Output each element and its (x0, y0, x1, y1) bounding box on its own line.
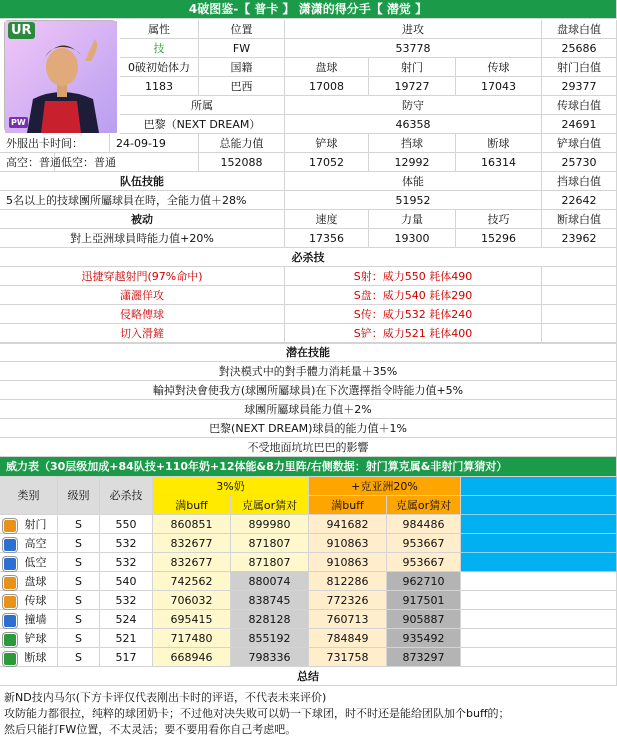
stat-cell: 外服出卡时间： (0, 134, 110, 153)
cell-text: 低空 (24, 555, 47, 569)
stat-cell: 属性 (120, 20, 199, 39)
stat-cell: 队伍技能 (0, 172, 285, 191)
summary-line: 攻防能力都很拉，纯粹的球团奶卡；不过他对决失败可以奶一下球团，时不时还是能给团队加个buff的； (4, 707, 510, 720)
special-skill-name: 瀟灑佯攻 (0, 286, 285, 305)
power-row-type (0, 553, 58, 572)
accent-cell (461, 515, 617, 534)
power-row-type (0, 572, 58, 591)
power-row-level: S (58, 591, 100, 610)
power-row-type (0, 515, 58, 534)
stat-cell: 19727 (369, 77, 456, 96)
power-row-skill: 550 (100, 515, 153, 534)
stat-cell: 1183 (120, 77, 199, 96)
accent-cell (461, 496, 617, 515)
pass-icon (3, 595, 17, 609)
stat-cell: 25686 (542, 39, 617, 58)
cell-text: 射门 (24, 517, 47, 531)
cell-text: 撞墙 (24, 612, 47, 626)
stat-cell: 进攻 (285, 20, 542, 39)
power-row-skill: 532 (100, 553, 153, 572)
cell-text: 盘球 (24, 574, 47, 588)
stat-cell: FW (199, 39, 285, 58)
stat-cell: 46358 (285, 115, 542, 134)
special-skill-name: 侵略傳球 (0, 305, 285, 324)
power-row-level: S (58, 515, 100, 534)
stat-cell: 射门白值 (542, 58, 617, 77)
table-cell (542, 305, 617, 324)
power-value: 798336 (231, 648, 309, 667)
power-row-level: S (58, 572, 100, 591)
column-header-full-buff: 满buff (309, 496, 387, 515)
shoot-icon (3, 519, 17, 533)
stat-cell: 17008 (285, 77, 369, 96)
power-row-skill: 532 (100, 591, 153, 610)
stat-cell: 15296 (456, 229, 542, 248)
stat-cell: 力量 (369, 210, 456, 229)
table-cell (461, 629, 617, 648)
column-group-asia: +克亚洲20% (309, 477, 461, 496)
stat-cell: 铲球 (285, 134, 369, 153)
power-value: 873297 (387, 648, 461, 667)
power-row-skill: 540 (100, 572, 153, 591)
power-value: 828128 (231, 610, 309, 629)
stat-cell: 53778 (285, 39, 542, 58)
power-value: 941682 (309, 515, 387, 534)
summary-title: 总结 (0, 667, 617, 686)
power-value: 871807 (231, 534, 309, 553)
stat-cell: 铲球白值 (542, 134, 617, 153)
stat-cell: 盘球 (285, 58, 369, 77)
cell-text: 断球 (24, 650, 47, 664)
column-header-counter: 克属or猜对 (231, 496, 309, 515)
stat-cell: 12992 (369, 153, 456, 172)
power-value: 953667 (387, 534, 461, 553)
stat-cell: 断球白值 (542, 210, 617, 229)
summary-line: 然后只能打FW位置，不太灵活；要不要用看你自己考虑吧。 (4, 723, 297, 736)
table-cell (542, 324, 617, 343)
power-row-skill: 521 (100, 629, 153, 648)
special-skill-name: 迅捷穿越射門(97%命中) (0, 267, 285, 286)
special-skill-stat: S铲：威力521 耗体400 (285, 324, 542, 343)
low-ball-icon (3, 557, 17, 571)
stat-cell: 巴黎（NEXT DREAM） (120, 115, 285, 134)
power-value: 935492 (387, 629, 461, 648)
high-ball-icon (3, 538, 17, 552)
power-value: 760713 (309, 610, 387, 629)
latent-skill-item: 對決模式中的對手體力消耗量＋35% (0, 362, 617, 381)
table-cell (461, 610, 617, 629)
power-row-level: S (58, 629, 100, 648)
power-row-level: S (58, 534, 100, 553)
power-value: 953667 (387, 553, 461, 572)
table-cell (461, 648, 617, 667)
power-row-type (0, 648, 58, 667)
latent-skill-item: 巴黎(NEXT DREAM)球員的能力值＋1% (0, 419, 617, 438)
stat-cell: 射门 (369, 58, 456, 77)
power-value: 668946 (153, 648, 231, 667)
latent-skill-item: 球團所屬球員能力值＋2% (0, 400, 617, 419)
summary-line: 新ND技内马尔(下方卡评仅代表刚出卡时的评语，不代表未来评价) (4, 691, 327, 704)
cell-text: 传球 (24, 593, 47, 607)
latent-skill-item: 不受地面坑坑巴巴的影響 (0, 438, 617, 457)
stat-cell: 被动 (0, 210, 285, 229)
stat-cell: 17052 (285, 153, 369, 172)
power-value: 871807 (231, 553, 309, 572)
power-value: 984486 (387, 515, 461, 534)
power-value: 695415 (153, 610, 231, 629)
stat-cell: 总能力值 (199, 134, 285, 153)
stat-cell: 国籍 (199, 58, 285, 77)
cell-text: 高空 (24, 536, 47, 550)
power-row-level: S (58, 553, 100, 572)
stat-cell: 51952 (285, 191, 542, 210)
stat-cell: 17356 (285, 229, 369, 248)
power-value: 784849 (309, 629, 387, 648)
stat-cell: 25730 (542, 153, 617, 172)
stat-cell: 0破初始体力 (120, 58, 199, 77)
table-cell (542, 286, 617, 305)
stat-cell: 防守 (285, 96, 542, 115)
special-skill-stat: S盘：威力540 耗体290 (285, 286, 542, 305)
stat-cell: 19300 (369, 229, 456, 248)
special-skill-title: 必杀技 (0, 248, 617, 267)
power-row-type (0, 610, 58, 629)
stat-cell: 24-09-19 (110, 134, 199, 153)
power-value: 905887 (387, 610, 461, 629)
power-value: 910863 (309, 553, 387, 572)
power-value: 742562 (153, 572, 231, 591)
stat-cell: 传球白值 (542, 96, 617, 115)
stat-cell: 17043 (456, 77, 542, 96)
accent-cell (461, 477, 617, 496)
power-value: 917501 (387, 591, 461, 610)
column-group-buff: 3%奶 (153, 477, 309, 496)
power-table-title: 威力表（30层级加成+84队技+110年奶+12体能&8力里阵/右侧数据：射门算克属&非射门算猜对） (0, 457, 617, 477)
power-row-type (0, 534, 58, 553)
tackle-icon (3, 633, 17, 647)
power-value: 832677 (153, 553, 231, 572)
power-value: 812286 (309, 572, 387, 591)
power-value: 910863 (309, 534, 387, 553)
power-row-skill: 532 (100, 534, 153, 553)
intercept-icon (3, 652, 17, 666)
stat-cell: 5名以上的技球團所屬球員在時，全能力值＋28% (0, 191, 285, 210)
stat-cell: 巴西 (199, 77, 285, 96)
rarity-badge: UR (8, 22, 35, 39)
power-row-level: S (58, 648, 100, 667)
page-title: 4破图鉴-【 普卡 】 潇潇的得分手【 潜觉 】 (0, 0, 617, 19)
table-cell (461, 591, 617, 610)
stat-cell: 23962 (542, 229, 617, 248)
stat-cell: 盘球白值 (542, 20, 617, 39)
power-value: 855192 (231, 629, 309, 648)
power-value: 838745 (231, 591, 309, 610)
table-cell (461, 572, 617, 591)
column-header-skill: 必杀技 (100, 477, 153, 515)
column-header-level: 级别 (58, 477, 100, 515)
power-value: 860851 (153, 515, 231, 534)
dribble-icon (3, 576, 17, 590)
stat-cell: 22642 (542, 191, 617, 210)
stat-cell: 挡球白值 (542, 172, 617, 191)
stat-cell: 位置 (199, 20, 285, 39)
power-value: 962710 (387, 572, 461, 591)
power-row-type (0, 591, 58, 610)
position-badge: PW (11, 118, 26, 127)
stat-cell: 152088 (199, 153, 285, 172)
accent-cell (461, 553, 617, 572)
power-row-skill: 524 (100, 610, 153, 629)
special-skill-stat: S传：威力532 耗体240 (285, 305, 542, 324)
power-value: 717480 (153, 629, 231, 648)
special-skill-stat: S射：威力550 耗体490 (285, 267, 542, 286)
power-value: 899980 (231, 515, 309, 534)
stat-cell: 断球 (456, 134, 542, 153)
stat-cell: 技 (120, 39, 199, 58)
stat-cell: 挡球 (369, 134, 456, 153)
special-skill-name: 切入滑鏟 (0, 324, 285, 343)
accent-cell (461, 534, 617, 553)
power-value: 832677 (153, 534, 231, 553)
column-header-full-buff: 满buff (153, 496, 231, 515)
stat-cell: 速度 (285, 210, 369, 229)
latent-skill-item: 輸掉對決會使我方(球團所屬球員)在下次選擇指令時能力值+5% (0, 381, 617, 400)
power-value: 772326 (309, 591, 387, 610)
power-row-level: S (58, 610, 100, 629)
stat-cell: 低空：普通 (55, 153, 199, 172)
stat-cell: 24691 (542, 115, 617, 134)
stat-cell: 传球 (456, 58, 542, 77)
latent-skill-title: 潜在技能 (0, 343, 617, 362)
column-header-counter: 克属or猜对 (387, 496, 461, 515)
stat-cell: 29377 (542, 77, 617, 96)
power-row-type (0, 629, 58, 648)
stat-cell: 對上亞洲球員時能力值+20% (0, 229, 285, 248)
power-value: 731758 (309, 648, 387, 667)
column-header-type: 类别 (0, 477, 58, 515)
cell-text: 铲球 (24, 631, 47, 645)
stat-cell: 体能 (285, 172, 542, 191)
power-value: 706032 (153, 591, 231, 610)
stat-cell: 高空：普通 (0, 153, 55, 172)
power-row-skill: 517 (100, 648, 153, 667)
stat-cell: 所属 (120, 96, 285, 115)
table-cell (542, 267, 617, 286)
stat-cell: 16314 (456, 153, 542, 172)
wall-icon (3, 614, 17, 628)
stat-cell: 技巧 (456, 210, 542, 229)
power-value: 880074 (231, 572, 309, 591)
